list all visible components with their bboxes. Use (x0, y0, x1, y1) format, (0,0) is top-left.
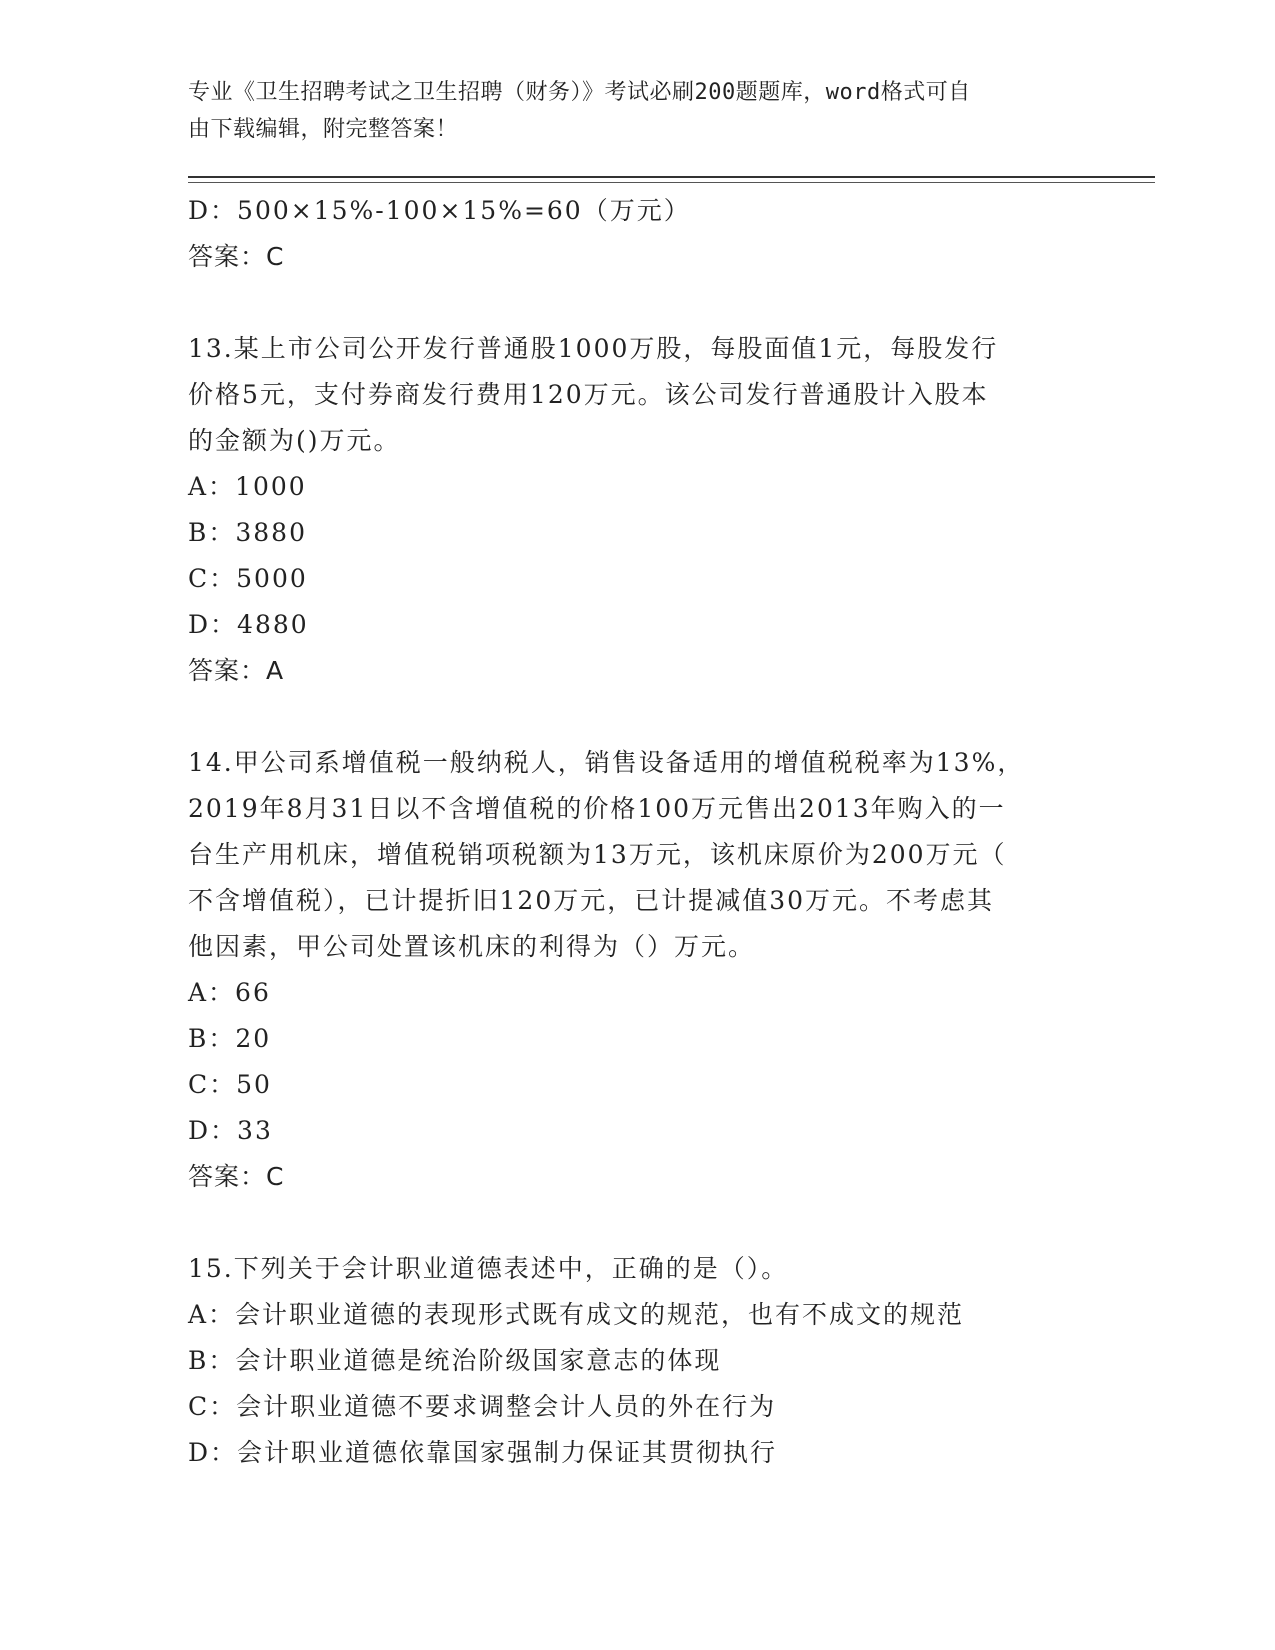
question-14-option-b: B：20 (188, 1024, 272, 1053)
question-13-line: 价格5元，支付券商发行费用120万元。该公司发行普通股计入股本 (188, 380, 989, 409)
question-14-line: 2019年8月31日以不含增值税的价格100万元售出2013年购入的一 (188, 794, 1006, 823)
question-15-option-d: D：会计职业道德依靠国家强制力保证其贯彻执行 (188, 1438, 778, 1467)
header-line-1: 专业《卫生招聘考试之卫生招聘（财务）》考试必刷200题题库，word格式可自 (188, 80, 971, 105)
question-15 (188, 1246, 1088, 1292)
prev-answer: 答案：C (188, 242, 285, 271)
question-14-option-c: C：50 (188, 1070, 272, 1099)
question-15-option-a: A：会计职业道德的表现形式既有成文的规范，也有不成文的规范 (188, 1300, 965, 1329)
question-13-line: 13.某上市公司公开发行普通股1000万股，每股面值1元，每股发行 (188, 334, 999, 363)
question-13-answer: 答案：A (188, 656, 285, 685)
header-line-2: 由下载编辑，附完整答案！ (188, 117, 459, 142)
document-header (188, 74, 1068, 148)
question-14-answer: 答案：C (188, 1162, 285, 1191)
header-divider-thick (188, 176, 1155, 178)
spacer (188, 280, 1088, 326)
question-13-option-d: D：4880 (188, 610, 309, 639)
question-15-option-b: B：会计职业道德是统治阶级国家意志的体现 (188, 1346, 722, 1375)
question-14-line: 他因素，甲公司处置该机床的利得为（）万元。 (188, 932, 756, 961)
question-14-line: 不含增值税），已计提折旧120万元，已计提减值30万元。不考虑其 (188, 886, 995, 915)
question-15-option-c: C：会计职业道德不要求调整会计人员的外在行为 (188, 1392, 777, 1421)
spacer (188, 1200, 1088, 1246)
question-13 (188, 326, 1088, 464)
question-13-line: 的金额为()万元。 (188, 426, 401, 455)
question-14-line: 14.甲公司系增值税一般纳税人，销售设备适用的增值税税率为13%， (188, 748, 1025, 777)
question-13-option-a: A：1000 (188, 472, 307, 501)
question-14-option-a: A：66 (188, 978, 271, 1007)
spacer (188, 694, 1088, 740)
question-15-line: 15.下列关于会计职业道德表述中，正确的是（）。 (188, 1254, 789, 1283)
question-13-option-c: C：5000 (188, 564, 308, 593)
question-14-line: 台生产用机床，增值税销项税额为13万元，该机床原价为200万元（ (188, 840, 1007, 869)
question-13-option-b: B：3880 (188, 518, 307, 547)
question-14 (188, 740, 1088, 970)
prev-option-d: D：500×15%-100×15%=60（万元） (188, 196, 691, 225)
question-content (188, 188, 1088, 1476)
header-divider-thin (188, 182, 1155, 183)
question-14-option-d: D：33 (188, 1116, 273, 1145)
